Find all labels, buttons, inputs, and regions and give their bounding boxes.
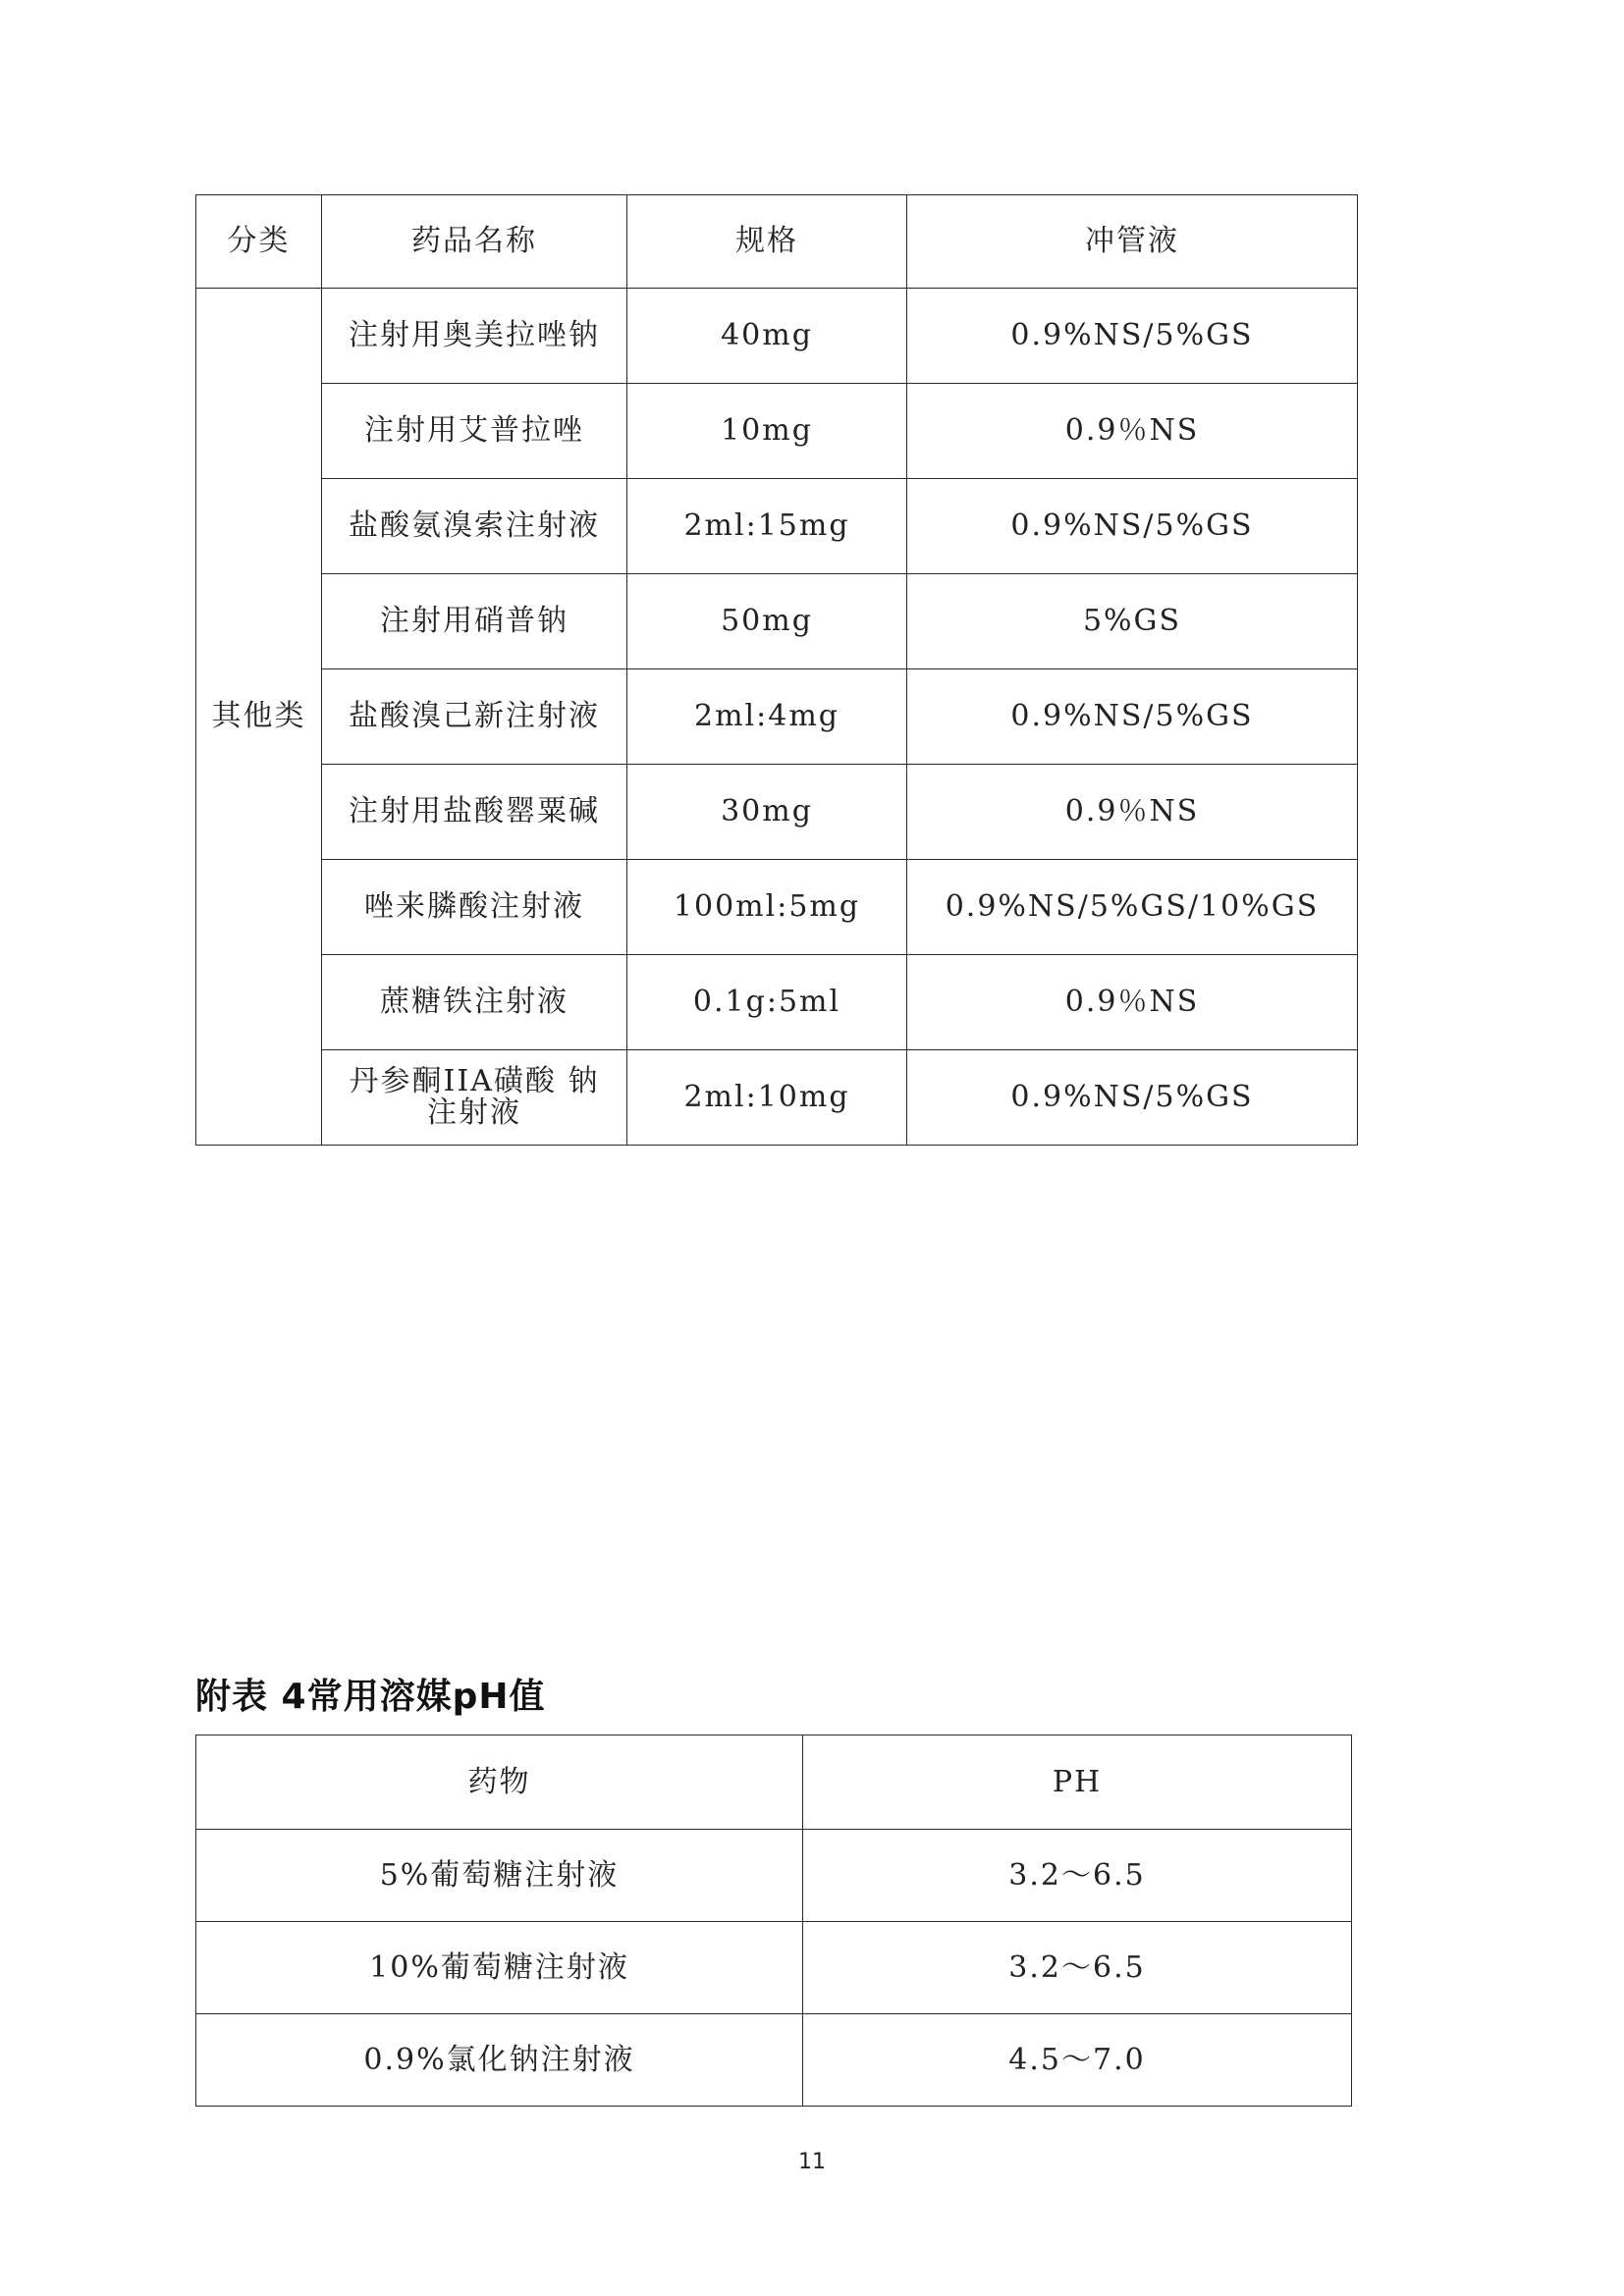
drug-name-cell: 注射用奥美拉唑钠 xyxy=(322,289,627,384)
flush-cell: 0.9%NS/5%GS/10%GS xyxy=(907,860,1358,955)
drug-cell: 5%葡萄糖注射液 xyxy=(196,1830,803,1922)
table-header-row xyxy=(196,1735,1352,1830)
flush-cell: 0.9％NS xyxy=(907,384,1358,479)
table-row xyxy=(196,2014,1352,2107)
table-row xyxy=(196,1050,1358,1146)
drug-cell: 10%葡萄糖注射液 xyxy=(196,1922,803,2014)
spec-cell: 0.1g:5ml xyxy=(627,955,907,1050)
drug-name-cell: 蔗糖铁注射液 xyxy=(322,955,627,1050)
header-ph: PH xyxy=(803,1735,1352,1830)
table-row xyxy=(196,479,1358,574)
spec-cell: 50mg xyxy=(627,574,907,669)
drug-name-cell: 唑来膦酸注射液 xyxy=(322,860,627,955)
drug-name-cell: 注射用盐酸罂粟碱 xyxy=(322,765,627,860)
table-row xyxy=(196,860,1358,955)
spec-cell: 30mg xyxy=(627,765,907,860)
drug-name-line-1: 丹参酮IIA磺酸 钠 xyxy=(349,1064,600,1098)
table-row xyxy=(196,574,1358,669)
spec-cell: 40mg xyxy=(627,289,907,384)
flush-cell: 5%GS xyxy=(907,574,1358,669)
drug-name-cell: 盐酸溴己新注射液 xyxy=(322,669,627,765)
flush-cell: 0.9%NS/5%GS xyxy=(907,289,1358,384)
flush-cell: 0.9%NS/5%GS xyxy=(907,479,1358,574)
table-row xyxy=(196,1922,1352,2014)
drug-name-cell: 注射用硝普钠 xyxy=(322,574,627,669)
header-flush-solution: 冲管液 xyxy=(907,195,1358,289)
table-row xyxy=(196,1830,1352,1922)
ph-cell: 4.5～7.0 xyxy=(803,2014,1352,2107)
spec-cell: 100ml:5mg xyxy=(627,860,907,955)
drug-name-cell xyxy=(322,1050,627,1146)
drug-name-cell: 盐酸氨溴索注射液 xyxy=(322,479,627,574)
ph-cell: 3.2～6.5 xyxy=(803,1922,1352,2014)
spec-cell: 2ml:10mg xyxy=(627,1050,907,1146)
table-row xyxy=(196,384,1358,479)
drug-flush-table xyxy=(195,194,1358,1146)
table-row xyxy=(196,765,1358,860)
table-header-row xyxy=(196,195,1358,289)
table-row xyxy=(196,955,1358,1050)
category-cell: 其他类 xyxy=(196,289,322,1146)
solvent-ph-table xyxy=(195,1735,1352,2107)
drug-cell: 0.9%氯化钠注射液 xyxy=(196,2014,803,2107)
drug-name-cell: 注射用艾普拉唑 xyxy=(322,384,627,479)
drug-name-line-2: 注射液 xyxy=(427,1095,521,1130)
spec-cell: 2ml:4mg xyxy=(627,669,907,765)
flush-cell: 0.9％NS xyxy=(907,765,1358,860)
flush-cell: 0.9％NS xyxy=(907,955,1358,1050)
ph-cell: 3.2～6.5 xyxy=(803,1830,1352,1922)
spec-cell: 10mg xyxy=(627,384,907,479)
spec-cell: 2ml:15mg xyxy=(627,479,907,574)
table-row xyxy=(196,669,1358,765)
header-drug: 药物 xyxy=(196,1735,803,1830)
header-spec: 规格 xyxy=(627,195,907,289)
page-number: 11 xyxy=(798,2150,826,2174)
header-drug-name: 药品名称 xyxy=(322,195,627,289)
flush-cell: 0.9%NS/5%GS xyxy=(907,1050,1358,1146)
flush-cell: 0.9%NS/5%GS xyxy=(907,669,1358,765)
table-row xyxy=(196,289,1358,384)
header-category: 分类 xyxy=(196,195,322,289)
section-title: 附表 4常用溶媒pH值 xyxy=(195,1677,546,1717)
